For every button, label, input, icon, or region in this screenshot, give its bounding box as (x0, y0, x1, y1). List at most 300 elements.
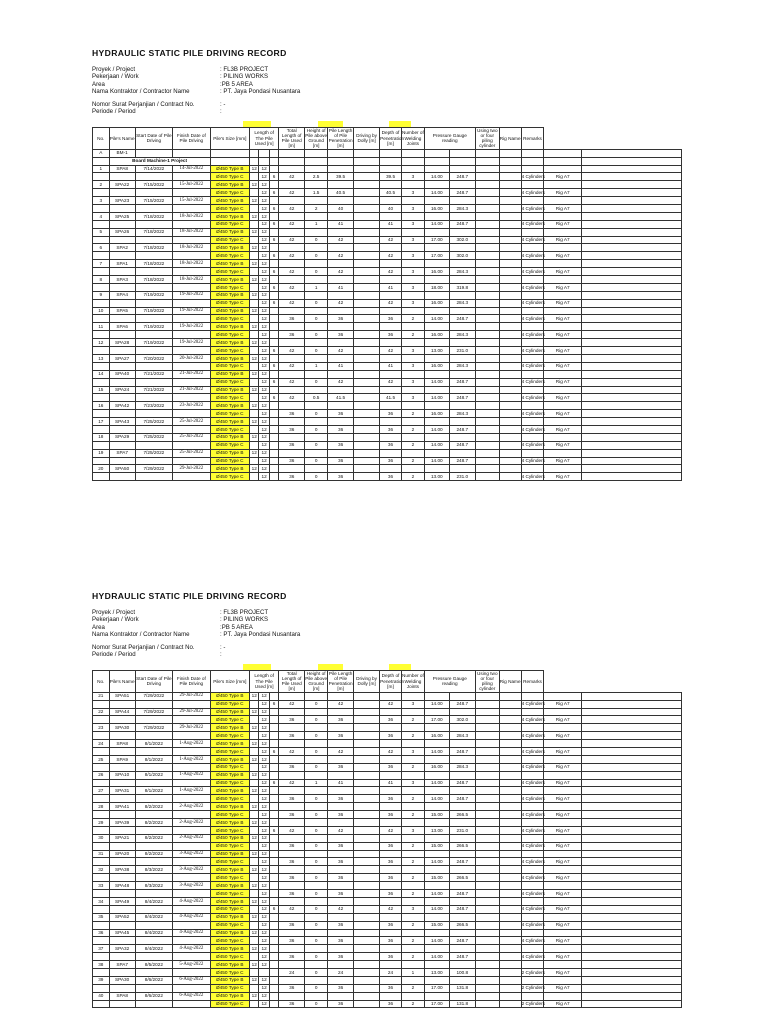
finish-date: 18-Jul-2022 (173, 212, 210, 220)
empty-cell (305, 819, 328, 827)
penetration-depth: 41 (380, 220, 402, 228)
empty-cell (109, 362, 135, 370)
empty-cell (328, 724, 354, 732)
pressure-value: 248.7 (449, 858, 475, 866)
pile-size-b: Ø450 Type B (210, 771, 250, 779)
empty-cell (544, 945, 581, 953)
empty-cell (305, 418, 328, 426)
remarks (581, 984, 681, 992)
empty-cell (449, 740, 475, 748)
empty-cell (135, 826, 172, 834)
finish-date: 23-Jul-2022 (173, 402, 210, 410)
empty-cell (354, 165, 380, 173)
empty-cell (475, 268, 499, 276)
empty-cell (279, 291, 305, 299)
pressure-value: 248.7 (449, 441, 475, 449)
pile-size-b: Ø450 Type B (210, 291, 250, 299)
empty-cell (93, 874, 110, 882)
length-seg-1: 12 (250, 850, 259, 858)
height-above-ground: 0 (305, 378, 328, 386)
empty-cell (475, 197, 499, 205)
empty-cell (424, 165, 449, 173)
empty-cell (354, 291, 380, 299)
height-above-ground: 1 (305, 779, 328, 787)
column-header: Pile's Name (109, 127, 135, 149)
start-date: 8/2/2022 (135, 819, 172, 827)
length-seg-3: 12 (259, 283, 269, 291)
empty-cell (475, 299, 499, 307)
empty-cell (475, 347, 499, 355)
empty-cell (328, 834, 354, 842)
start-date: 7/21/2022 (135, 386, 172, 394)
empty-cell (475, 850, 499, 858)
height-above-ground: 0 (305, 968, 328, 976)
empty-cell (279, 181, 305, 189)
dolly-value (354, 441, 380, 449)
empty-cell (354, 819, 380, 827)
penetration-length: 41 (328, 283, 354, 291)
pile-name: SPA7 (109, 449, 135, 457)
empty-cell (475, 283, 499, 291)
empty-cell (544, 157, 581, 165)
empty-cell (544, 449, 581, 457)
pile-name: SPA25 (109, 212, 135, 220)
empty-cell (135, 937, 172, 945)
empty-cell (279, 771, 305, 779)
empty-cell (380, 244, 402, 252)
empty-cell (250, 220, 259, 228)
empty-cell (250, 205, 259, 213)
empty-cell (305, 850, 328, 858)
empty-cell (449, 787, 475, 795)
info-value: : PILING WORKS (220, 73, 269, 81)
empty-cell (521, 228, 544, 236)
empty-cell (499, 268, 521, 276)
pile-name: SPA3 (109, 276, 135, 284)
empty-cell (173, 283, 210, 291)
penetration-depth: 36 (380, 795, 402, 803)
empty-cell (475, 897, 499, 905)
pile-size-c: Ø450 Type C (210, 826, 250, 834)
length-seg-3: 12 (259, 189, 269, 197)
section-no (93, 157, 110, 165)
empty-cell (475, 339, 499, 347)
pressure-value: 284.3 (449, 268, 475, 276)
table-row (93, 260, 682, 268)
empty-cell (135, 953, 172, 961)
pressure-gauge: 17.00 (424, 1000, 449, 1008)
pile-size-b: Ø450 Type B (210, 897, 250, 905)
empty-cell (173, 149, 210, 157)
length-seg-3: 12 (259, 984, 269, 992)
remarks (581, 236, 681, 244)
pile-size-b: Ø450 Type B (210, 323, 250, 331)
dolly-value (354, 763, 380, 771)
empty-cell (475, 976, 499, 984)
empty-cell (135, 779, 172, 787)
rig-name: Rig A7 (544, 236, 581, 244)
length-seg-1: 12 (250, 913, 259, 921)
info-row (92, 88, 682, 95)
column-header: No. (93, 127, 110, 149)
empty-cell (305, 228, 328, 236)
dolly-value (354, 394, 380, 402)
penetration-length: 42 (328, 236, 354, 244)
empty-cell (475, 787, 499, 795)
empty-cell (544, 181, 581, 189)
empty-cell (93, 315, 110, 323)
piling-cylinder: 4 Cylinders (521, 732, 546, 738)
empty-cell (499, 771, 521, 779)
empty-cell (328, 228, 354, 236)
empty-cell (581, 228, 681, 236)
column-header: Total Length of Pile Used [m] (279, 127, 305, 149)
table-row (93, 779, 682, 787)
empty-cell (305, 897, 328, 905)
table-row (93, 708, 682, 716)
table-row (93, 362, 682, 370)
pile-name: SPA9 (109, 755, 135, 763)
penetration-depth: 42 (380, 378, 402, 386)
length-seg-4 (269, 1000, 278, 1008)
empty-cell (173, 457, 210, 465)
empty-cell (521, 276, 544, 284)
pressure-value: 248.7 (449, 457, 475, 465)
empty-cell (269, 465, 278, 473)
empty-cell (93, 921, 110, 929)
empty-cell (269, 992, 278, 1000)
table-wrapper (92, 127, 682, 481)
empty-cell (521, 339, 544, 347)
empty-cell (269, 323, 278, 331)
empty-cell (380, 913, 402, 921)
empty-cell (401, 708, 424, 716)
piling-cylinder: 4 Cylinders (521, 331, 546, 337)
empty-cell (401, 755, 424, 763)
empty-cell (109, 378, 135, 386)
empty-cell (93, 378, 110, 386)
empty-cell (305, 976, 328, 984)
empty-cell (250, 252, 259, 260)
empty-cell (250, 953, 259, 961)
height-above-ground: 0 (305, 315, 328, 323)
table-row (93, 197, 682, 205)
penetration-depth: 42 (380, 252, 402, 260)
welding-joints: 1 (401, 968, 424, 976)
length-seg-1: 12 (250, 307, 259, 315)
pressure-gauge: 14.00 (424, 700, 449, 708)
highlight-mark (318, 121, 343, 127)
length-seg-4 (269, 842, 278, 850)
empty-cell (475, 874, 499, 882)
length-seg-4 (269, 953, 278, 961)
height-above-ground: 0 (305, 299, 328, 307)
empty-cell (475, 354, 499, 362)
empty-cell (424, 323, 449, 331)
empty-cell (328, 465, 354, 473)
empty-cell (328, 929, 354, 937)
welding-joints: 2 (401, 874, 424, 882)
empty-cell (424, 181, 449, 189)
dolly-value (354, 858, 380, 866)
piling-cylinder: 4 Cylinders (521, 363, 546, 369)
empty-cell (305, 354, 328, 362)
empty-cell (424, 418, 449, 426)
empty-cell (544, 291, 581, 299)
empty-cell (250, 347, 259, 355)
empty-cell (173, 394, 210, 402)
length-seg-2: 12 (259, 992, 269, 1000)
empty-cell (499, 992, 521, 1000)
contract-value: : - (220, 101, 226, 109)
penetration-depth: 41 (380, 362, 402, 370)
empty-cell (499, 165, 521, 173)
empty-cell (173, 811, 210, 819)
remarks (581, 362, 681, 370)
table-row (93, 795, 682, 803)
empty-cell (449, 465, 475, 473)
pile-size-c: Ø450 Type C (210, 173, 250, 181)
pile-record-sheet-1 (92, 48, 682, 481)
empty-cell (475, 929, 499, 937)
pile-size-c: Ø450 Type C (210, 811, 250, 819)
empty-cell (354, 945, 380, 953)
empty-cell (401, 961, 424, 969)
pressure-gauge: 13.00 (424, 826, 449, 834)
finish-date: 29-Jul-2022 (173, 465, 210, 473)
pressure-gauge: 16.00 (424, 331, 449, 339)
empty-cell (173, 890, 210, 898)
pressure-value: 231.0 (449, 347, 475, 355)
empty-cell (173, 779, 210, 787)
info-value: : PT. Jaya Pondasi Nusantara (220, 630, 301, 638)
pile-no: 1 (93, 165, 110, 173)
penetration-depth: 36 (380, 732, 402, 740)
empty-cell (424, 803, 449, 811)
table-row (93, 212, 682, 220)
length-seg-2: 12 (259, 945, 269, 953)
table-row (93, 323, 682, 331)
empty-cell (305, 929, 328, 937)
empty-cell (475, 803, 499, 811)
pressure-gauge: 14.00 (424, 173, 449, 181)
penetration-length: 41 (328, 362, 354, 370)
empty-cell (135, 441, 172, 449)
length-seg-2: 12 (259, 803, 269, 811)
dolly-value (354, 173, 380, 181)
column-header: Finish Date of Pile Driving (173, 670, 210, 692)
section-row (93, 149, 682, 157)
length-seg-3: 12 (259, 268, 269, 276)
empty-cell (173, 173, 210, 181)
empty-cell (173, 984, 210, 992)
finish-date: 25-Jul-2022 (173, 449, 210, 457)
finish-date: 20-Jul-2022 (173, 354, 210, 362)
penetration-length: 41 (328, 220, 354, 228)
welding-joints: 2 (401, 410, 424, 418)
penetration-length: 41.5 (328, 394, 354, 402)
pile-no: 32 (93, 866, 110, 874)
pressure-gauge: 16.00 (424, 410, 449, 418)
empty-cell (259, 157, 269, 165)
pile-size-c: Ø450 Type C (210, 283, 250, 291)
pressure-gauge: 14.00 (424, 457, 449, 465)
empty-cell (109, 315, 135, 323)
pile-size-b: Ø450 Type B (210, 724, 250, 732)
length-seg-3: 12 (259, 299, 269, 307)
empty-cell (581, 724, 681, 732)
length-seg-4: 6 (269, 236, 278, 244)
column-header: Rig Name (499, 127, 521, 149)
empty-cell (93, 394, 110, 402)
empty-cell (109, 252, 135, 260)
empty-cell (354, 866, 380, 874)
empty-cell (380, 850, 402, 858)
empty-cell (109, 283, 135, 291)
length-seg-3: 12 (259, 716, 269, 724)
empty-cell (135, 315, 172, 323)
rig-name: Rig A7 (544, 779, 581, 787)
empty-cell (424, 244, 449, 252)
start-date: 7/29/2022 (135, 724, 172, 732)
pressure-gauge: 15.00 (424, 842, 449, 850)
empty-cell (521, 850, 544, 858)
empty-cell (499, 205, 521, 213)
empty-cell (581, 370, 681, 378)
empty-cell (380, 945, 402, 953)
pressure-gauge: 16.00 (424, 362, 449, 370)
empty-cell (449, 913, 475, 921)
total-length: 36 (279, 425, 305, 433)
pile-no: 17 (93, 418, 110, 426)
empty-cell (581, 307, 681, 315)
length-seg-1: 12 (250, 291, 259, 299)
empty-cell (328, 433, 354, 441)
table-row (93, 700, 682, 708)
empty-cell (354, 418, 380, 426)
pile-size-c: Ø450 Type C (210, 968, 250, 976)
empty-cell (305, 165, 328, 173)
empty-cell (544, 149, 581, 157)
pressure-value: 131.8 (449, 984, 475, 992)
pile-size-c: Ø450 Type C (210, 236, 250, 244)
pile-size-c: Ø450 Type C (210, 874, 250, 882)
pile-name: SPA42 (109, 402, 135, 410)
pressure-gauge: 14.00 (424, 748, 449, 756)
empty-cell (401, 866, 424, 874)
empty-cell (135, 205, 172, 213)
empty-cell (449, 897, 475, 905)
empty-cell (499, 897, 521, 905)
length-seg-2: 12 (259, 370, 269, 378)
length-seg-1: 12 (250, 465, 259, 473)
dolly-value (354, 236, 380, 244)
pile-size-b: Ø450 Type B (210, 212, 250, 220)
empty-cell (328, 386, 354, 394)
empty-cell (354, 724, 380, 732)
pile-size-c: Ø450 Type C (210, 189, 250, 197)
empty-cell (173, 252, 210, 260)
empty-cell (499, 1000, 521, 1008)
piling-cylinder: 4 Cylinders (521, 827, 546, 833)
empty-cell (475, 795, 499, 803)
empty-cell (250, 826, 259, 834)
empty-cell (135, 811, 172, 819)
empty-cell (521, 708, 544, 716)
empty-cell (449, 212, 475, 220)
rig-name: Rig A7 (544, 716, 581, 724)
finish-date: 4-Aug-2022 (173, 929, 210, 937)
pile-no: 33 (93, 882, 110, 890)
empty-cell (93, 858, 110, 866)
rig-name: Rig A7 (544, 874, 581, 882)
empty-cell (499, 425, 521, 433)
empty-cell (109, 890, 135, 898)
penetration-length: 36 (328, 732, 354, 740)
pile-name: SPA23 (109, 197, 135, 205)
info-value: :PB 5 AREA (220, 623, 253, 631)
empty-cell (521, 961, 544, 969)
empty-cell (269, 402, 278, 410)
empty-cell (305, 323, 328, 331)
length-seg-2: 12 (259, 866, 269, 874)
penetration-depth: 42 (380, 236, 402, 244)
empty-cell (499, 244, 521, 252)
table-row (93, 425, 682, 433)
length-seg-1: 12 (250, 740, 259, 748)
pile-no: 3 (93, 197, 110, 205)
empty-cell (305, 276, 328, 284)
empty-cell (269, 787, 278, 795)
pile-name: SPA51 (109, 692, 135, 700)
length-seg-4 (269, 473, 278, 481)
empty-cell (135, 795, 172, 803)
pile-size-b: Ø450 Type B (210, 803, 250, 811)
length-seg-1: 12 (250, 692, 259, 700)
column-header: Remarks (521, 127, 544, 149)
height-above-ground: 0 (305, 921, 328, 929)
rig-name: Rig A7 (544, 700, 581, 708)
pile-no: 11 (93, 323, 110, 331)
empty-cell (173, 905, 210, 913)
empty-cell (475, 740, 499, 748)
empty-cell (544, 244, 581, 252)
empty-cell (269, 755, 278, 763)
empty-cell (544, 418, 581, 426)
empty-cell (279, 323, 305, 331)
penetration-depth: 36 (380, 858, 402, 866)
empty-cell (449, 276, 475, 284)
length-seg-1: 12 (250, 803, 259, 811)
empty-cell (401, 976, 424, 984)
finish-date: 2-Aug-2022 (173, 803, 210, 811)
pressure-gauge: 13.00 (424, 347, 449, 355)
pile-record-sheet-2 (92, 591, 682, 1008)
empty-cell (279, 449, 305, 457)
length-seg-4 (269, 921, 278, 929)
length-seg-3: 12 (259, 811, 269, 819)
length-seg-4: 6 (269, 905, 278, 913)
length-seg-1: 12 (250, 197, 259, 205)
height-above-ground: 1.5 (305, 189, 328, 197)
empty-cell (173, 347, 210, 355)
dolly-value (354, 268, 380, 276)
empty-cell (499, 724, 521, 732)
empty-cell (401, 276, 424, 284)
empty-cell (521, 866, 544, 874)
empty-cell (521, 465, 544, 473)
pressure-value: 284.3 (449, 410, 475, 418)
